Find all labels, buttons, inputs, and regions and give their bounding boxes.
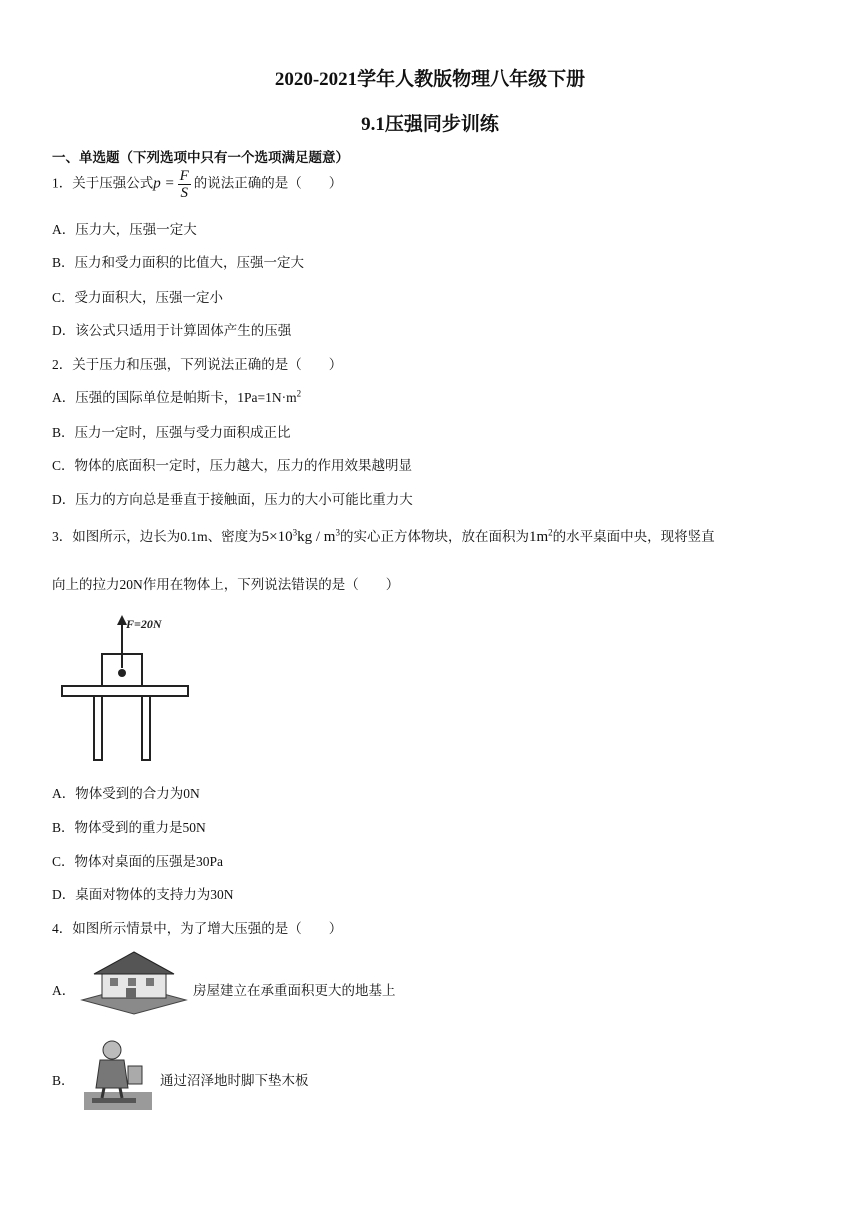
person-body <box>96 1060 128 1088</box>
wooden-board <box>92 1098 136 1103</box>
question-4-option-b-text: 通过沼泽地时脚下垫木板 <box>160 1073 309 1088</box>
person-leg-left <box>102 1088 104 1098</box>
question-4-option-a-text: 房屋建立在承重面积更大的地基上 <box>193 983 396 998</box>
unit-exponent: 2 <box>296 388 302 399</box>
question-1-suffix: 的说法正确的是（ ） <box>193 175 343 191</box>
page-title: 2020-2021学年人教版物理八年级下册 <box>274 69 586 90</box>
question-1-stem <box>52 168 342 201</box>
table-block-figure <box>58 612 193 764</box>
density-unit: kg / m <box>297 529 336 545</box>
question-2-option-d: D．压力的方向总是垂直于接触面，压力的大小可能比重力大 <box>52 492 413 507</box>
formula-denominator: S <box>180 185 188 201</box>
question-2-stem: 2．关于压力和压强，下列说法正确的是（ ） <box>52 357 343 372</box>
question-3-option-a: A．物体受到的合力为0N <box>52 786 200 801</box>
house-window-2 <box>128 978 136 986</box>
question-3-part-1: 3．如图所示，边长为0.1m、密度为 <box>52 529 262 544</box>
formula-numerator: F <box>179 168 189 184</box>
question-2-option-b: B．压力一定时，压强与受力面积成正比 <box>52 425 291 440</box>
density-exponent: 3 <box>292 527 298 538</box>
question-1-option-c: C．受力面积大，压强一定小 <box>52 290 224 305</box>
person-leg-right <box>120 1088 122 1098</box>
density-unit-exponent: 3 <box>335 527 340 538</box>
area-exponent: 2 <box>548 527 553 538</box>
question-1-option-d: D．该公式只适用于计算固体产生的压强 <box>52 323 292 338</box>
question-3-part-3: 的水平桌面中央，现将竖直 <box>552 529 715 544</box>
question-3-option-b: B．物体受到的重力是50N <box>52 820 206 835</box>
person-head <box>103 1041 121 1059</box>
question-3-option-d: D．桌面对物体的支持力为30N <box>52 887 234 902</box>
formula-fraction <box>178 168 191 201</box>
formula-lhs: p = <box>153 175 175 192</box>
question-1-option-a: A．压力大，压强一定大 <box>52 222 197 237</box>
basket <box>128 1066 142 1084</box>
force-application-point <box>118 669 126 677</box>
house-foundation-image <box>80 948 188 1016</box>
density-value: 5×10 <box>261 529 293 545</box>
question-4-option-a-letter: A． <box>52 983 76 998</box>
question-2-option-a <box>52 386 301 406</box>
question-3-stem-line-1 <box>52 525 715 546</box>
question-2-option-a-text: A．压强的国际单位是帕斯卡，1Pa=1N·m <box>52 390 297 405</box>
question-1-prefix: 1．关于压强公式 <box>52 175 154 191</box>
section-heading: 一、单选题（下列选项中只有一个选项满足题意） <box>52 150 349 165</box>
swamp-board-image <box>82 1036 154 1112</box>
house-door <box>126 988 136 998</box>
question-3-stem-line-2: 向上的拉力20N作用在物体上，下列说法错误的是（ ） <box>52 577 400 592</box>
house-window-1 <box>110 978 118 986</box>
question-4-option-b-letter: B． <box>52 1073 75 1088</box>
question-1-option-b: B．压力和受力面积的比值大，压强一定大 <box>52 255 305 270</box>
house-roof <box>94 952 174 974</box>
table-top <box>62 686 188 696</box>
question-4-stem: 4．如图所示情景中，为了增大压强的是（ ） <box>52 921 343 936</box>
force-label: F=20N <box>126 617 162 631</box>
question-2-option-c: C．物体的底面积一定时，压力越大，压力的作用效果越明显 <box>52 458 413 473</box>
house-window-3 <box>146 978 154 986</box>
table-leg-right <box>142 696 150 760</box>
question-3-option-c: C．物体对桌面的压强是30Pa <box>52 854 224 869</box>
question-3-part-2: 的实心正方体物块，放在面积为 <box>339 529 529 544</box>
area-value: 1m <box>528 529 549 545</box>
page-subtitle: 9.1压强同步训练 <box>361 114 499 135</box>
table-leg-left <box>94 696 102 760</box>
